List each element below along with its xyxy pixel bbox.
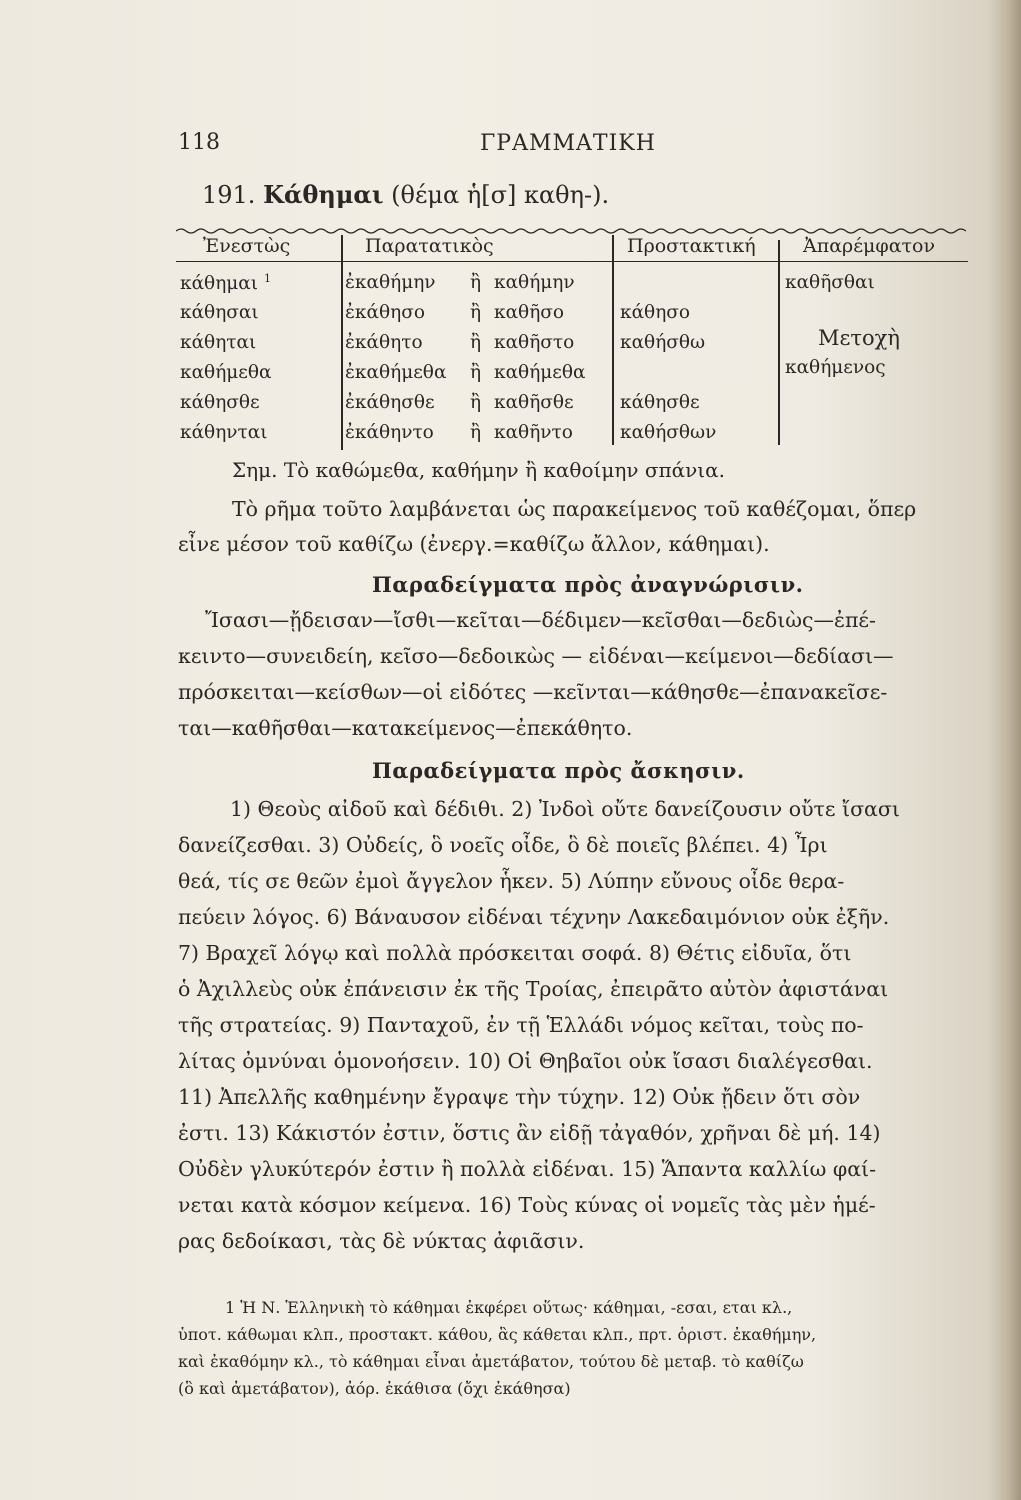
recognition-heading: Παραδείγματα πρὸς ἀναγνώρισιν. bbox=[372, 572, 804, 597]
imperative-3sg: καθήσθω bbox=[620, 332, 706, 353]
paragraph-line: Τὸ ρῆμα τοῦτο λαμβάνεται ὡς παρακείμενος τοῦ καθέζομαι, ὅπερ bbox=[232, 497, 917, 521]
present-1sg: κάθημαι $^1$ bbox=[180, 272, 272, 295]
imperfect-a-3pl: ἐκάθηντο bbox=[345, 422, 434, 443]
imperfect-b-2pl: καθῆσθε bbox=[494, 392, 574, 413]
imperfect-a-1sg: ἐκαθήμην bbox=[345, 272, 436, 293]
present-3sg: κάθηται bbox=[180, 332, 257, 353]
footnote-line: ὑποτ. κάθωμαι κλπ., προστακτ. κάθου, ἃς κάθεται κλπ., πρτ. ὁριστ. ἐκαθήμην, bbox=[178, 1325, 817, 1344]
exercise-heading: Παραδείγματα πρὸς ἄσκησιν. bbox=[372, 758, 745, 783]
section-verb: Κάθημαι bbox=[263, 180, 384, 209]
imperative-3pl: καθήσθων bbox=[620, 422, 717, 443]
present-1pl: καθήμεθα bbox=[180, 362, 272, 383]
recognition-line: κειντο—συνειδείη, κεῖσο—δεδοικὼς — εἰδέναι—κείμενοι—δεδίασι— bbox=[178, 644, 894, 668]
page-number: 118 bbox=[178, 130, 220, 155]
table-header-present: Ἐνεστὼς bbox=[203, 235, 291, 257]
footnote-marker: 1 bbox=[264, 272, 272, 285]
paragraph-line: εἶνε μέσον τοῦ καθίζω (ἐνεργ.=καθίζω ἄλλον, κάθημαι). bbox=[178, 532, 770, 556]
imperfect-b-2sg: καθῆσο bbox=[494, 302, 565, 323]
exercise-line: τῆς στρατείας. 9) Πανταχοῦ, ἐν τῇ Ἑλλάδι νόμος κεῖται, τοὺς πο- bbox=[178, 1013, 864, 1037]
exercise-line: θεά, τίς σε θεῶν ἐμοὶ ἄγγελον ἧκεν. 5) Λύπην εὔνους οἶδε θερα- bbox=[178, 869, 845, 893]
recognition-line: πρόσκειται—κείσθων—οἱ εἰδότες —κεῖνται—κάθησθε—ἐπανακεῖσε- bbox=[178, 680, 888, 704]
or-word: ἢ bbox=[470, 422, 482, 443]
or-word: ἢ bbox=[470, 332, 482, 353]
imperfect-b-1sg: καθήμην bbox=[494, 272, 575, 293]
exercise-line: πεύειν λόγος. 6) Βάναυσον εἰδέναι τέχνην Λακεδαιμόνιον οὐκ ἐξῆν. bbox=[178, 905, 890, 929]
imperfect-b-3pl: καθῆντο bbox=[494, 422, 573, 443]
table-col-divider bbox=[612, 235, 614, 445]
imperative-2sg: κάθησο bbox=[620, 302, 691, 323]
exercise-line: νεται κατὰ κόσμον κείμενα. 16) Τοὺς κύνας οἱ νομεῖς τὰς μὲν ἡμέ- bbox=[178, 1193, 876, 1217]
imperative-2pl: κάθησθε bbox=[620, 392, 700, 413]
imperfect-a-1pl: ἐκαθήμεθα bbox=[345, 362, 447, 383]
table-col-divider bbox=[778, 240, 780, 445]
footnote-line: 1 Ἡ Ν. Ἑλληνικὴ τὸ κάθημαι ἐκφέρει οὕτως· κάθημαι, -εσαι, εται κλ., bbox=[225, 1298, 793, 1317]
or-word: ἢ bbox=[470, 302, 482, 323]
present-3pl: κάθηνται bbox=[180, 422, 268, 443]
wavy-rule bbox=[176, 227, 966, 235]
participle-label: Μετοχὴ bbox=[818, 326, 900, 350]
imperfect-a-3sg: ἐκάθητο bbox=[345, 332, 423, 353]
footnote-line: (ὃ καὶ ἀμετάβατον), ἀόρ. ἐκάθισα (ὄχι ἐκάθησα) bbox=[178, 1379, 571, 1398]
imperfect-b-3sg: καθῆστο bbox=[494, 332, 575, 353]
table-header-rule bbox=[176, 261, 968, 262]
section-stem-note: (θέμα ἡ[σ] καθη-). bbox=[391, 181, 610, 209]
imperfect-a-2sg: ἐκάθησο bbox=[345, 302, 425, 323]
section-title bbox=[202, 180, 609, 209]
section-number: 191. bbox=[202, 181, 256, 209]
infinitive: καθῆσθαι bbox=[785, 272, 875, 293]
table-header-infinitive: Ἀπαρέμφατον bbox=[803, 235, 936, 257]
exercise-line: ὁ Ἀχιλλεὺς οὐκ ἐπάνεισιν ἐκ τῆς Τροίας, ἐπειρᾶτο αὐτὸν ἀφιστάναι bbox=[178, 977, 889, 1001]
or-word: ἢ bbox=[470, 392, 482, 413]
exercise-line: ρας δεδοίκασι, τὰς δὲ νύκτας ἀφιᾶσιν. bbox=[178, 1229, 585, 1253]
present-2sg: κάθησαι bbox=[180, 302, 259, 323]
exercise-line: 11) Ἀπελλῆς καθημένην ἔγραψε τὴν τύχην. 12) Οὐκ ᾔδειν ὅτι σὸν bbox=[178, 1085, 861, 1109]
exercise-line: δανείζεσθαι. 3) Οὐδείς, ὃ νοεῖς οἶδε, ὃ δὲ ποιεῖς βλέπει. 4) Ἶρι bbox=[178, 833, 828, 857]
table-header-imperative: Προστακτική bbox=[627, 235, 756, 257]
imperfect-a-2pl: ἐκάθησθε bbox=[345, 392, 435, 413]
exercise-line: Οὐδὲν γλυκύτερόν ἐστιν ἢ πολλὰ εἰδέναι. 15) Ἅπαντα καλλίω φαί- bbox=[178, 1157, 877, 1181]
table-header-imperfect: Παρατατικὸς bbox=[365, 235, 494, 257]
participle: καθήμενος bbox=[785, 357, 886, 378]
recognition-line: Ἴσασι—ᾔδεισαν—ἴσθι—κεῖται—δέδιμεν—κεῖσθαι—δεδιὼς—ἐπέ- bbox=[205, 608, 876, 632]
page-edge-shadow bbox=[987, 0, 1021, 1500]
note: Σημ. Τὸ καθώμεθα, καθήμην ἢ καθοίμην σπάνια. bbox=[232, 458, 726, 482]
exercise-line: 7) Βραχεῖ λόγῳ καὶ πολλὰ πρόσκειται σοφά. 8) Θέτις εἰδυῖα, ὅτι bbox=[178, 941, 852, 965]
recognition-line: ται—καθῆσθαι—κατακείμενος—ἐπεκάθητο. bbox=[178, 716, 633, 740]
or-word: ἢ bbox=[470, 272, 482, 293]
exercise-line: λίτας ὀμνύναι ὁμονοήσειν. 10) Οἱ Θηβαῖοι οὐκ ἴσασι διαλέγεσθαι. bbox=[178, 1049, 873, 1073]
present-2pl: κάθησθε bbox=[180, 392, 260, 413]
or-word: ἢ bbox=[470, 362, 482, 383]
running-title: ΓΡΑΜΜΑΤΙΚΗ bbox=[480, 131, 656, 156]
imperfect-b-1pl: καθήμεθα bbox=[494, 362, 586, 383]
exercise-line: 1) Θεοὺς αἰδοῦ καὶ δέδιθι. 2) Ἰνδοὶ οὔτε δανείζουσιν οὔτε ἴσασι bbox=[230, 797, 900, 821]
table-col-divider bbox=[341, 235, 343, 450]
exercise-line: ἐστι. 13) Κάκιστόν ἐστιν, ὅστις ἂν εἰδῇ τἀγαθόν, χρῆναι δὲ μή. 14) bbox=[178, 1121, 881, 1145]
footnote-line: καὶ ἐκαθόμην κλ., τὸ κάθημαι εἶναι ἀμετάβατον, τούτου δὲ μεταβ. τὸ καθίζω bbox=[178, 1352, 804, 1371]
